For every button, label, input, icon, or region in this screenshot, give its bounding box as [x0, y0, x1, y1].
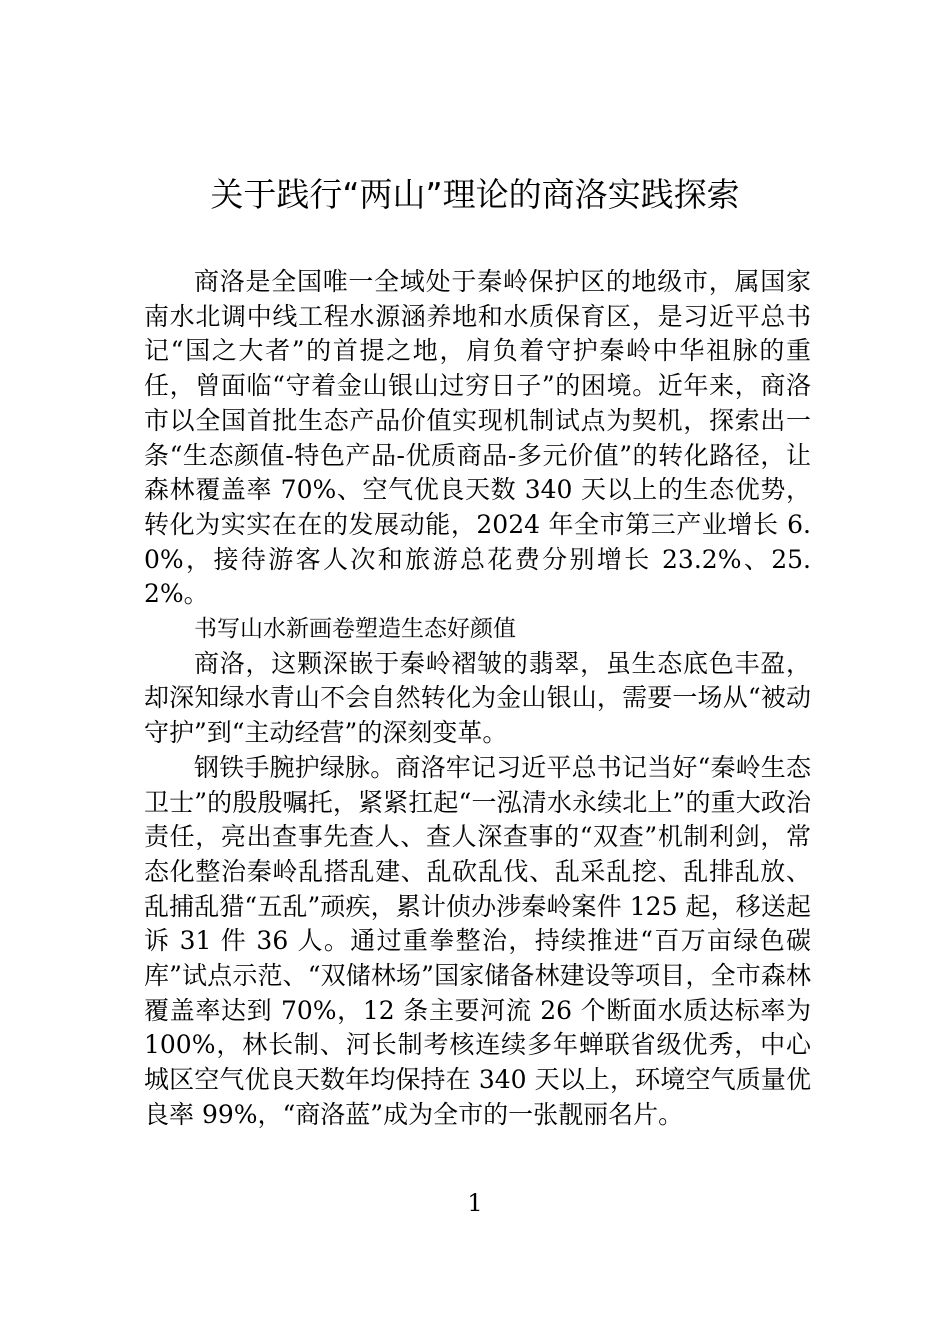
paragraph-intro: 商洛是全国唯一全域处于秦岭保护区的地级市，属国家南水北调中线工程水源涵养地和水质保育区，是习近平总书记“国之大者”的首提之地，肩负着守护秦岭中华祖脉的重任，曾面临“守着金山银山过穷日子”的困境。近年来，商洛市以全国首批生态产品价值实现机制试点为契机，探索出一条“生态颜值-特色产品-优质商品-多元价值”的转化路径，让森林覆盖率 70%、空气优良天数 340 天以上的生态优势，转化为实实在在的发展动能，2024 年全市第三产业增长 6.0%，接待游客人次和旅游总花费分别增长 23.2%、25.2%。: [144, 267, 811, 609]
section-subheading: 书写山水新画卷塑造生态好颜值: [194, 616, 516, 643]
paragraph-section-intro: 商洛，这颗深嵌于秦岭褶皱的翡翠，虽生态底色丰盈，却深知绿水青山不会自然转化为金山银山，需要一场从“被动守护”到“主动经营”的深刻变革。: [144, 648, 811, 748]
paragraph-ecological-protection: 钢铁手腕护绿脉。商洛牢记习近平总书记当好“秦岭生态卫士”的殷殷嘱托，紧紧扛起“一泓清水永续北上”的重大政治责任，亮出查事先查人、查人深查事的“双查”机制利剑，常态化整治秦岭乱搭乱建、乱砍乱伐、乱采乱挖、乱排乱放、乱捕乱猎“五乱”顽疾，累计侦办涉秦岭案件 125 起，移送起诉 31 件 36 人。通过重拳整治，持续推进“百万亩绿色碳库”试点示范、“双储林场”国家储备林建设等项目，全市森林覆盖率达到 70%，12 条主要河流 26 个断面水质达标率为 100%，林长制、河长制考核连续多年蝉联省级优秀，中心城区空气优良天数年均保持在 340 天以上，环境空气质量优良率 99%，“商洛蓝”成为全市的一张靓丽名片。: [144, 752, 811, 1129]
document-title: 关于践行“两山”理论的商洛实践探索: [210, 175, 740, 214]
document-body: [144, 265, 811, 1133]
page-number: 1: [467, 1189, 483, 1217]
